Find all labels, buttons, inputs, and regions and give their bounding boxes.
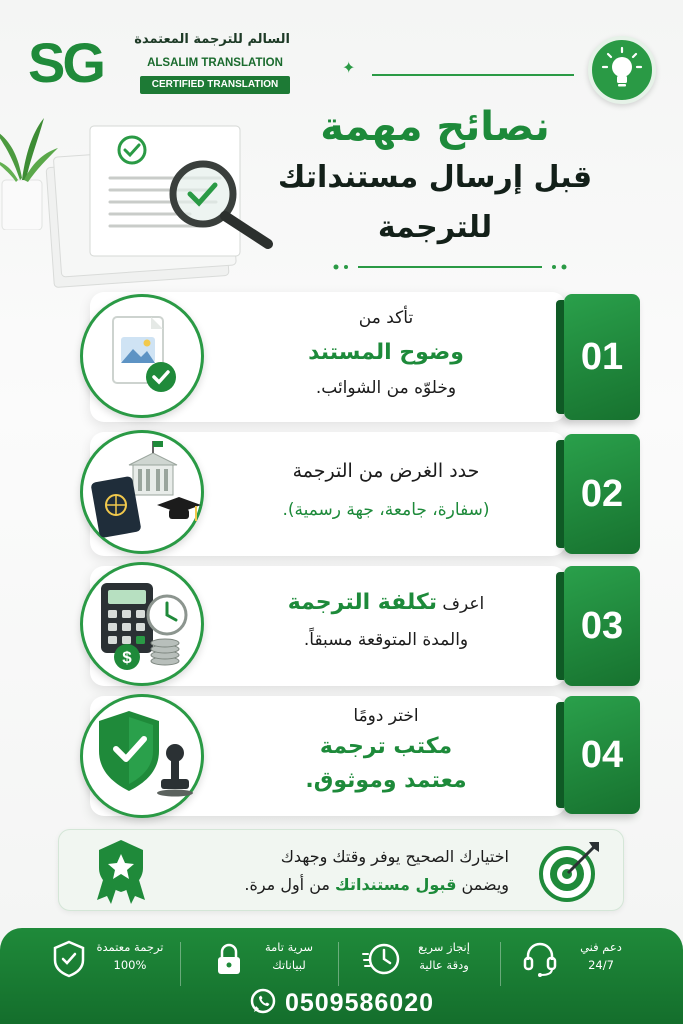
whatsapp-icon xyxy=(249,988,277,1016)
divider xyxy=(338,942,339,986)
shield-check-stamp-icon xyxy=(80,694,204,818)
target-icon xyxy=(537,838,603,904)
feature-certified-line-2: 100% xyxy=(113,958,147,972)
advice-suffix: من أول مرة. xyxy=(244,875,336,894)
tip-number-2: 02 xyxy=(564,434,640,554)
tip-4-line-1: اختر دومًا xyxy=(353,706,419,726)
fast-clock-icon xyxy=(362,940,402,978)
tip-number-1: 01 xyxy=(564,294,640,420)
feature-fast-line-2: ودقة عالية xyxy=(419,958,469,972)
footer-bar xyxy=(0,928,683,1024)
calculator-clock-coins-icon xyxy=(80,562,204,686)
feature-certified xyxy=(92,938,168,974)
brand-name-ar: السالم للترجمة المعتمدة xyxy=(134,32,290,47)
feature-confidential-line-1: سرية تامة xyxy=(264,940,314,954)
brand-logo xyxy=(28,30,290,96)
sparkle-icon: ✦ xyxy=(342,58,356,77)
tip-2-line-2: (سفارة، جامعة، جهة رسمية). xyxy=(282,500,490,520)
tip-4-line-3: معتمد وموثوق. xyxy=(305,768,467,793)
tip-number-3 xyxy=(564,566,640,686)
tip-3-line-1 xyxy=(236,590,536,615)
feature-support-line-2: 24/7 xyxy=(588,958,614,972)
tip-1-line-2: وضوح المستند xyxy=(308,340,464,365)
tip-3-line-2: والمدة المتوقعة مسبقاً. xyxy=(303,630,469,650)
feature-certified-line-1: ترجمة معتمدة xyxy=(96,940,164,954)
advice-line-1: اختيارك الصحيح يوفر وقتك وجهدك xyxy=(280,847,509,866)
feature-fast-line-1: إنجاز سريع xyxy=(418,940,470,954)
shield-check-icon xyxy=(52,940,86,978)
feature-confidential-line-2: لبياناتك xyxy=(272,958,306,972)
tip-4-line-2: مكتب ترجمة xyxy=(319,734,453,759)
advice-line-2 xyxy=(169,875,509,894)
headset-icon xyxy=(522,940,558,978)
tip-number-4: 04 xyxy=(564,696,640,814)
page-title: نصائح مهمة xyxy=(320,104,550,150)
page-subtitle-2: للترجمة xyxy=(377,210,493,245)
tip-1-line-1: تأكد من xyxy=(358,308,414,328)
phone-number[interactable]: 0509586020 xyxy=(284,989,435,1017)
brand-tagline: CERTIFIED TRANSLATION xyxy=(140,76,290,94)
document-image-check-icon xyxy=(80,294,204,418)
advice-highlight: قبول مستنداتك xyxy=(335,875,457,894)
feature-confidential xyxy=(252,938,326,974)
svg-text:$: $ xyxy=(122,648,132,667)
tip-1-line-3: وخلوّه من الشوائب. xyxy=(315,378,457,398)
tip-3-number: 03 xyxy=(580,604,624,647)
feature-support xyxy=(566,938,636,974)
brand-name-en: ALSALIM TRANSLATION xyxy=(147,57,283,69)
divider xyxy=(500,942,501,986)
passport-embassy-graduation-icon xyxy=(80,430,204,554)
advice-box xyxy=(58,829,624,911)
page-subtitle: قبل إرسال مستنداتك xyxy=(277,160,593,195)
documents-magnifier-icon xyxy=(40,120,280,290)
feature-support-line-1: دعم فني xyxy=(580,940,622,954)
feature-fast xyxy=(404,938,484,974)
contact-phone[interactable] xyxy=(0,988,683,1018)
advice-prefix: ويضمن xyxy=(456,875,509,894)
divider xyxy=(372,74,574,76)
badge-star-icon xyxy=(93,838,149,904)
lock-icon xyxy=(214,942,244,976)
title-divider xyxy=(330,262,570,272)
logo-mark: SG xyxy=(28,31,103,94)
tip-3-prefix: اعرف xyxy=(437,594,485,614)
lightbulb-icon xyxy=(588,36,656,104)
divider xyxy=(180,942,181,986)
tip-3-highlight: تكلفة الترجمة xyxy=(287,590,437,615)
tip-2-line-1: حدد الغرض من الترجمة xyxy=(292,460,480,482)
